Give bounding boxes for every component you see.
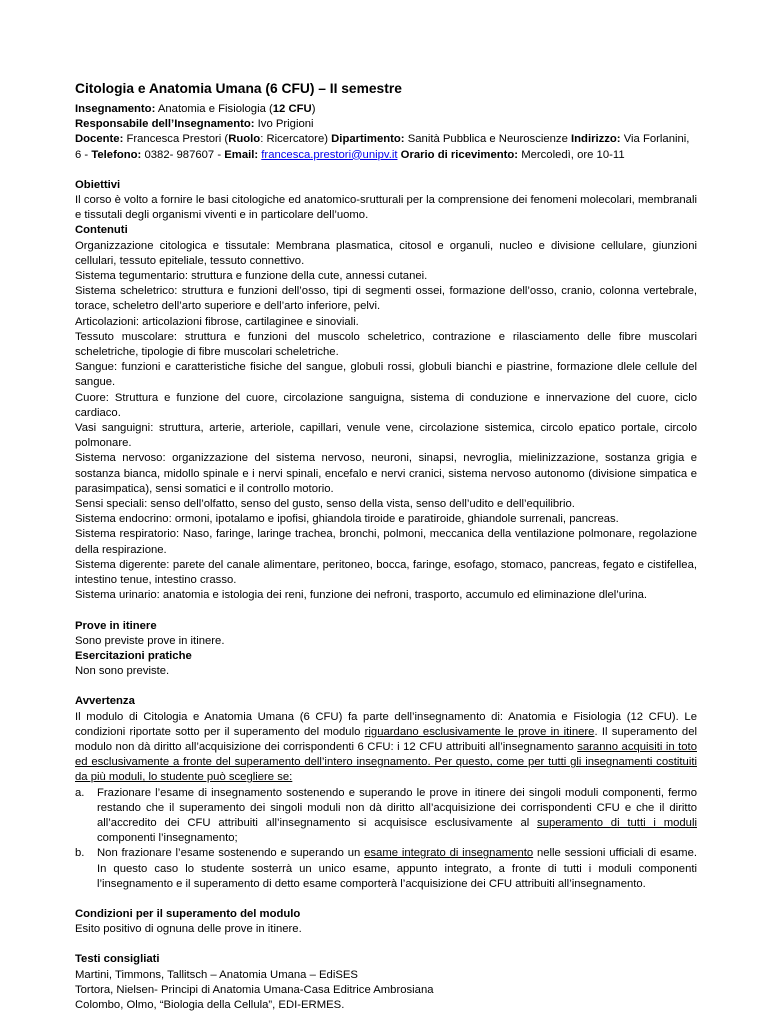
- contenuti-item: Articolazioni: articolazioni fibrose, cartilaginee e sinoviali.: [75, 315, 359, 328]
- list-item: [75, 786, 697, 847]
- option-a-underline: superamento di tutti i moduli: [537, 816, 697, 829]
- contenuti-heading: Contenuti: [75, 224, 128, 237]
- spacer: [75, 679, 697, 694]
- avvertenza-text: [75, 710, 697, 786]
- obiettivi-text: Il corso è volto a fornire le basi citologiche ed anatomico-srutturali per la comprensione dei fenomeni molecolari, membranali e tissutali degli organismi viventi e in particolare dell’uomo.: [75, 194, 697, 222]
- responsabile-line: [75, 117, 697, 132]
- insegnamento-label: Insegnamento:: [75, 103, 156, 115]
- option-a-text: Frazionare l’esame di insegnamento sostenendo e superando le prove in itinere dei singoli moduli componenti, fermo restando che il superamento dei singoli moduli non dà diritto all’acquisizione dei corrispondenti CFU e che il diritto all’accredito dei CFU attribuiti all’insegnamento si acquisisce esclusivamente al: [97, 786, 697, 829]
- email-label: Email:: [224, 148, 259, 161]
- contenuti-item: Vasi sanguigni: struttura, arterie, arteriole, capillari, venule vene, circolazione sistemica, circolo epatico portale, circolo polmonare.: [75, 422, 697, 450]
- option-b-text: Non frazionare l’esame sostenendo e superando un: [97, 847, 365, 860]
- orario-value: Mercoledì, ore 10-11: [521, 148, 625, 161]
- responsabile-label: Responsabile dell’Insegnamento:: [75, 118, 255, 131]
- dipartimento-label: Dipartimento:: [331, 133, 405, 146]
- telefono-value: 0382- 987607 -: [144, 148, 222, 161]
- list-marker: a.: [75, 786, 85, 799]
- contenuti-item: Sangue: funzioni e caratteristiche fisiche del sangue, globuli rossi, globuli bianchi e piastrine, formazione dlele cellule del sangue.: [75, 361, 697, 389]
- avvertenza-section: [75, 694, 697, 892]
- contenuti-item: Sistema tegumentario: struttura e funzione della cute, annessi cutanei.: [75, 270, 428, 283]
- contenuti-item: Organizzazione citologica e tissutale: Membrana plasmatica, citosol e organuli, nucleo e divisione cellulare, giunzioni cellulari, tessuto epiteliale, tessuto connettivo.: [75, 239, 697, 267]
- condizioni-section: [75, 907, 697, 937]
- docente-line: [75, 132, 697, 162]
- insegnamento-close: ): [311, 103, 316, 115]
- esercitazioni-heading: Esercitazioni pratiche: [75, 649, 192, 662]
- avvertenza-p2: . Il superamento del modulo non dà diritto all’acquisizione dei corrispondenti 6 CFU: i 12 CFU attribuiti all’insegnamento: [75, 725, 698, 753]
- document-page: [75, 80, 697, 1013]
- testi-section: [75, 952, 697, 1013]
- avvertenza-p1-underline: riguardano esclusivamente le prove in itinere: [364, 725, 595, 738]
- spacer: [75, 892, 697, 907]
- spacer: [75, 604, 697, 619]
- contenuti-item: Sistema respiratorio: Naso, faringe, laringe trachea, bronchi, polmoni, meccanica della ventilazione polmonare, regolazione della respirazione.: [75, 528, 697, 556]
- option-b-underline: esame integrato di insegnamento: [364, 847, 534, 860]
- contenuti-section: [75, 223, 697, 603]
- email-link[interactable]: francesca.prestori@unipv.it: [261, 148, 398, 161]
- contenuti-item: Sistema digerente: parete del canale alimentare, peritoneo, bocca, faringe, esofago, stomaco, pancreas, fegato e cistifellea, intestino tenue, intestino crasso.: [75, 558, 697, 587]
- ruolo-label: Ruolo: [228, 133, 261, 146]
- indirizzo-value: Via Forlanini, 6 -: [75, 133, 690, 161]
- avvertenza-options: [75, 786, 697, 892]
- prove-section: [75, 619, 697, 649]
- spacer: [75, 937, 697, 952]
- obiettivi-heading: Obiettivi: [75, 178, 121, 191]
- contenuti-item: Sistema endocrino: ormoni, ipotalamo e ipofisi, ghiandola tiroide e paratiroide, ghiandole surrenali, pancreas.: [75, 513, 619, 526]
- testi-item: Martini, Timmons, Tallitsch – Anatomia Umana – EdiSES: [75, 968, 358, 981]
- page-title: Citologia e Anatomia Umana (6 CFU) – II semestre: [75, 81, 402, 96]
- option-a-end: componenti l’insegnamento;: [97, 832, 238, 845]
- insegnamento-line: [75, 102, 697, 117]
- esercitazioni-text: Non sono previste.: [75, 665, 170, 678]
- prove-text: Sono previste prove in itinere.: [75, 634, 225, 647]
- avvertenza-heading: Avvertenza: [75, 695, 135, 708]
- docente-label: Docente:: [75, 133, 124, 146]
- contenuti-item: Sensi speciali: senso dell’olfatto, senso del gusto, senso della vista, senso dell’udito e dell’equilibrio.: [75, 498, 575, 511]
- esercitazioni-section: [75, 649, 697, 679]
- condizioni-text: Esito positivo di ognuna delle prove in itinere.: [75, 923, 302, 936]
- testi-item: Tortora, Nielsen- Principi di Anatomia Umana-Casa Editrice Ambrosiana: [75, 983, 434, 996]
- responsabile-value: Ivo Prigioni: [257, 118, 314, 131]
- option-b-end: nelle sessioni ufficiali di esame. In questo caso lo studente sosterrà un unico esame, appunto integrato, a fronte di tutti i moduli componenti l’insegnamento e il superamento di detto esame comporterà l’acquisizione dei CFU attribuiti all’insegnamento.: [97, 847, 697, 890]
- insegnamento-value: Anatomia e Fisiologia (: [157, 103, 273, 115]
- telefono-label: Telefono:: [91, 148, 142, 161]
- dipartimento-value: Sanità Pubblica e Neuroscienze: [407, 133, 568, 146]
- orario-label: Orario di ricevimento:: [400, 148, 519, 161]
- list-item: [75, 846, 697, 892]
- docente-value: Francesca Prestori (: [126, 133, 229, 146]
- list-marker: b.: [75, 847, 85, 860]
- indirizzo-label: Indirizzo:: [571, 133, 621, 146]
- avvertenza-p2-underline: saranno acquisiti in toto ed esclusivamente a fronte del superamento dell’intero insegnamento. Per questo, come per tutti gli insegnamenti costituiti da più moduli, lo studente può scegliere se:: [75, 740, 697, 784]
- avvertenza-p1: Il modulo di Citologia e Anatomia Umana (6 CFU) fa parte dell’insegnamento di: Anatomia e Fisiologia (12 CFU). Le condizioni riportate sotto per il superamento del modulo: [75, 710, 697, 738]
- contenuti-item: Tessuto muscolare: struttura e funzioni del muscolo scheletrico, contrazione e rilasciamento delle fibre muscolari scheletriche, tipologie di fibre muscolari scheletriche.: [75, 330, 697, 359]
- condizioni-heading: Condizioni per il superamento del modulo: [75, 907, 301, 920]
- insegnamento-cfu: 12 CFU: [272, 103, 312, 115]
- ruolo-value: : Ricercatore): [260, 133, 328, 146]
- testi-item: Colombo, Olmo, “Biologia della Cellula”, EDI-ERMES.: [75, 998, 345, 1011]
- course-info: [75, 102, 697, 163]
- prove-heading: Prove in itinere: [75, 619, 157, 632]
- contenuti-item: Sistema scheletrico: struttura e funzioni dell’osso, tipi di segmenti ossei, formazione dell’osso, cranio, colonna vertebrale, torace, scheletro dell’arto superiore e dell’arto inferiore, pelvi.: [75, 285, 697, 313]
- testi-heading: Testi consigliati: [75, 953, 160, 966]
- contenuti-item: Sistema nervoso: organizzazione del sistema nervoso, neuroni, sinapsi, nevroglia, mielinizzazione, sostanza grigia e sostanza bianca, midollo spinale e i nervi spinali, encefalo e nervi cranici, sistema nervoso autonomo (divisione simpatica e parasimpatica), sensi somatici e il controllo motorio.: [75, 452, 697, 495]
- contenuti-item: Cuore: Struttura e funzione del cuore, circolazione sanguigna, sistema di conduzione e innervazione del cuore, ciclo cardiaco.: [75, 391, 697, 419]
- spacer: [75, 163, 697, 178]
- obiettivi-section: [75, 178, 697, 224]
- contenuti-item: Sistema urinario: anatomia e istologia dei reni, funzione dei nefroni, trasporto, accumulo ed eliminazione dlel’urina.: [75, 589, 648, 602]
